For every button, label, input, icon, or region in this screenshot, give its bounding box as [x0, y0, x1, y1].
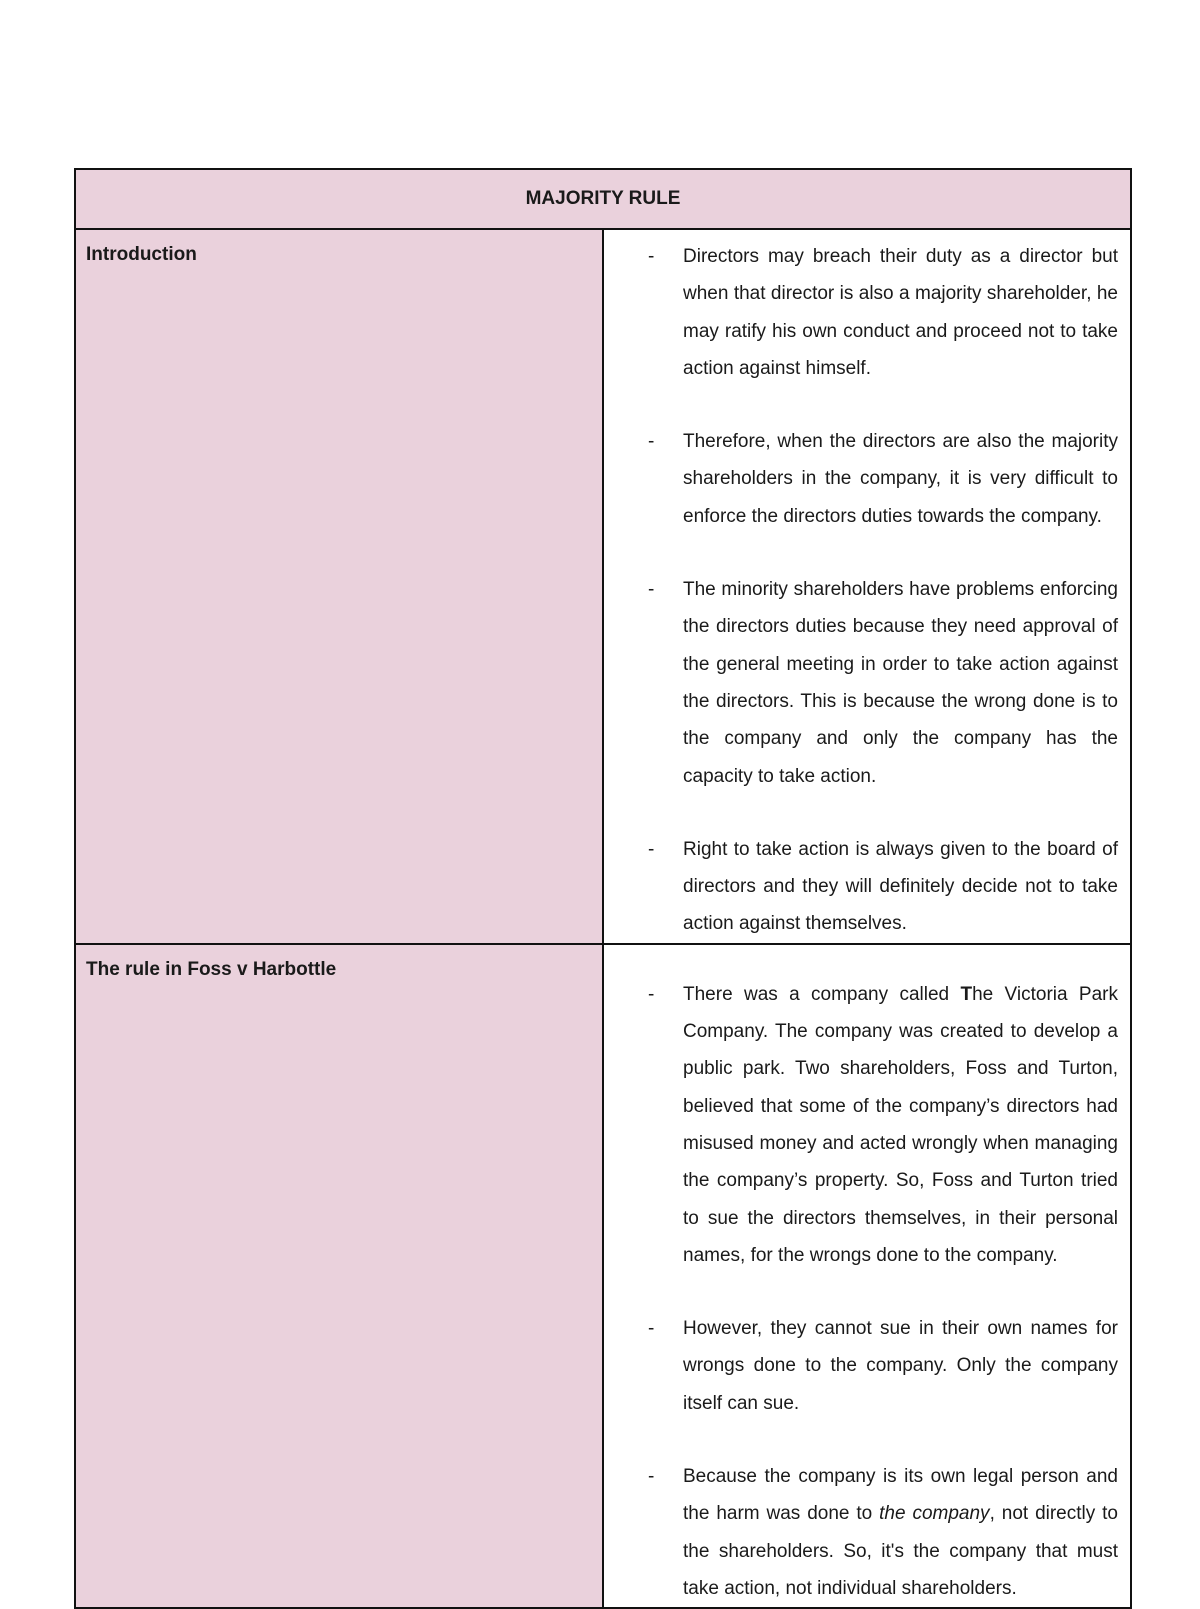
- table-row: [75, 229, 1131, 944]
- row-content-foss-v-harbottle: [603, 944, 1131, 1608]
- list-item: [604, 1458, 1130, 1607]
- bullet-text-before: There was a company called: [683, 983, 961, 1005]
- row-label-introduction: Introduction: [75, 229, 603, 944]
- bullet-dash: -: [648, 431, 655, 453]
- list-item: [604, 571, 1130, 795]
- bullet-list: [604, 238, 1130, 943]
- majority-rule-table: [74, 168, 1132, 1609]
- bold-initial: T: [960, 983, 973, 1005]
- bullet-dash: -: [648, 838, 655, 860]
- table-title: MAJORITY RULE: [75, 169, 1131, 229]
- bullet-text-after: he Victoria Park Company. The company was created to develop a public park. Two shareholders, Foss and Turton, believed that some of the company’s directors had misused money and acted wrongly when managing the company’s property. So, Foss and Turton tried to sue the directors themselves, in their personal names, for the wrongs done to the company.: [683, 983, 1118, 1266]
- bullet-text-before: Because the company is its own legal person and the harm was done to: [683, 1466, 1118, 1525]
- list-item: [604, 238, 1130, 387]
- table-row: [75, 944, 1131, 1608]
- row-label-foss-v-harbottle: The rule in Foss v Harbottle: [75, 944, 603, 1608]
- list-item: [604, 831, 1130, 943]
- table-header-row: [75, 169, 1131, 229]
- bullet-dash: -: [648, 983, 655, 1005]
- bullet-list: [604, 976, 1130, 1607]
- bullet-text: Therefore, when the directors are also the majority shareholders in the company, it is very difficult to enforce the directors duties towards the company.: [683, 431, 1118, 527]
- bullet-dash: -: [648, 1318, 655, 1340]
- italic-phrase: the company: [879, 1503, 990, 1525]
- list-item: [604, 1310, 1130, 1422]
- bullet-dash: -: [648, 1466, 655, 1488]
- bullet-text: Right to take action is always given to the board of directors and they will definitely decide not to take action against themselves.: [683, 838, 1118, 935]
- bullet-dash: -: [648, 246, 655, 267]
- list-item: [604, 423, 1130, 535]
- row-content-introduction: [603, 229, 1131, 944]
- bullet-text-after: , not directly to the shareholders. So, it's the company that must take action, not individual shareholders.: [683, 1503, 1118, 1599]
- bullet-dash: -: [648, 579, 655, 601]
- list-item: [604, 976, 1130, 1274]
- bullet-text: However, they cannot sue in their own names for wrongs done to the company. Only the company itself can sue.: [683, 1318, 1118, 1414]
- bullet-text: Directors may breach their duty as a director but when that director is also a majority shareholder, he may ratify his own conduct and proceed not to take action against himself.: [683, 246, 1118, 379]
- bullet-text: The minority shareholders have problems enforcing the directors duties because they need approval of the general meeting in order to take action against the directors. This is because the wrong done is to the company and only the company has the capacity to take action.: [683, 579, 1118, 787]
